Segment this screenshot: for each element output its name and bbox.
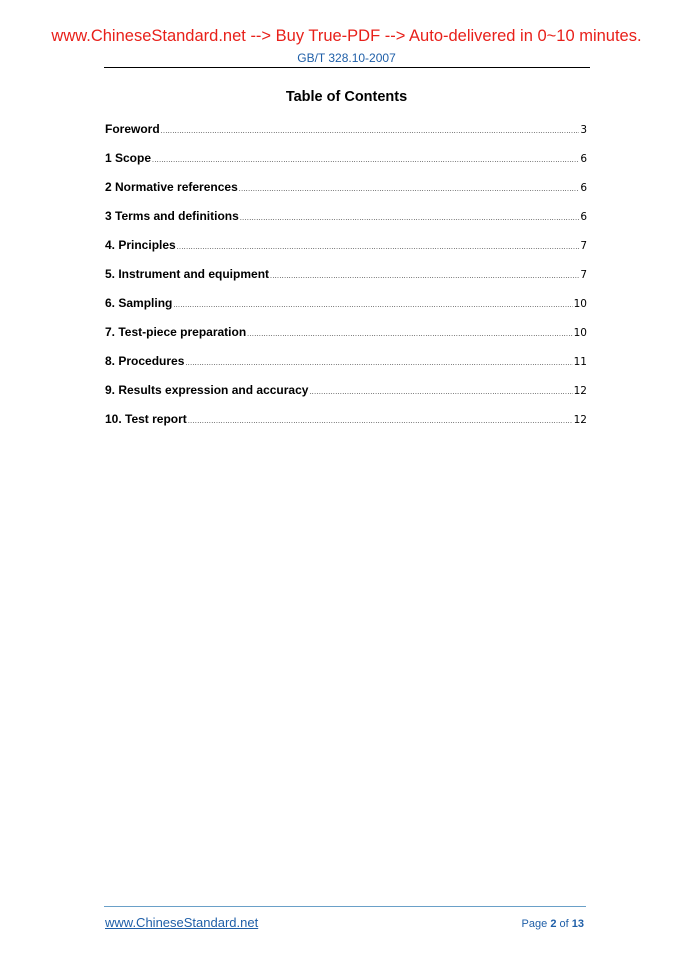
toc-entry-label: 7. Test-piece preparation xyxy=(105,325,247,339)
page-prefix: Page xyxy=(521,918,548,930)
toc-entry-test-report[interactable] xyxy=(105,412,587,441)
toc-leader-dots xyxy=(270,273,579,280)
page-of: of xyxy=(559,918,569,930)
toc-leader-dots xyxy=(188,418,573,425)
toc-entry-label: 5. Instrument and equipment xyxy=(105,267,270,281)
toc-entry-label: 4. Principles xyxy=(105,238,176,252)
promo-banner[interactable]: www.ChineseStandard.net --> Buy True-PDF --> Auto-delivered in 0~10 minutes. xyxy=(51,27,642,45)
toc-entry-page: 7 xyxy=(580,269,587,281)
toc-entry-page: 11 xyxy=(573,356,587,368)
toc-entry-page: 6 xyxy=(580,211,587,223)
toc-entry-page: 10 xyxy=(573,327,587,339)
toc-leader-dots xyxy=(152,157,579,164)
toc-entry-principles[interactable] xyxy=(105,238,587,267)
toc-entry-page: 6 xyxy=(580,182,587,194)
toc-entry-label: 8. Procedures xyxy=(105,354,185,368)
toc-leader-dots xyxy=(239,186,580,193)
toc-entry-procedures[interactable] xyxy=(105,354,587,383)
toc-entry-page: 10 xyxy=(573,298,587,310)
toc-title: Table of Contents xyxy=(285,89,408,105)
toc-leader-dots xyxy=(247,331,572,338)
toc-entry-foreword[interactable] xyxy=(105,122,587,151)
toc-leader-dots xyxy=(240,215,580,222)
toc-entry-page: 12 xyxy=(573,385,587,397)
toc-entry-scope[interactable] xyxy=(105,151,587,180)
toc-entry-page: 12 xyxy=(573,414,587,426)
toc-entry-results-expression[interactable] xyxy=(105,383,587,412)
header-divider xyxy=(104,67,590,68)
toc-entry-label: 9. Results expression and accuracy xyxy=(105,383,309,397)
toc-entry-normative-references[interactable] xyxy=(105,180,587,209)
toc-leader-dots xyxy=(177,244,580,251)
toc-entry-label: 3 Terms and definitions xyxy=(105,209,239,223)
toc-entry-test-piece-preparation[interactable] xyxy=(105,325,587,354)
page-indicator xyxy=(522,918,584,930)
toc-entry-page: 3 xyxy=(580,124,587,136)
toc-entry-label: 2 Normative references xyxy=(105,180,238,194)
toc-entry-sampling[interactable] xyxy=(105,296,587,325)
toc-leader-dots xyxy=(161,128,580,135)
toc-entry-instrument-equipment[interactable] xyxy=(105,267,587,296)
standard-code: GB/T 328.10-2007 xyxy=(297,51,396,65)
toc-leader-dots xyxy=(309,389,572,396)
toc-leader-dots xyxy=(173,302,572,309)
toc-entry-label: 1 Scope xyxy=(105,151,152,165)
toc-entry-page: 7 xyxy=(580,240,587,252)
toc-entry-label: Foreword xyxy=(105,122,160,136)
page-total: 13 xyxy=(571,918,584,930)
toc-list xyxy=(105,122,587,441)
toc-entry-label: 10. Test report xyxy=(105,412,187,426)
footer-divider xyxy=(104,906,586,907)
toc-entry-page: 6 xyxy=(580,153,587,165)
toc-entry-terms-definitions[interactable] xyxy=(105,209,587,238)
toc-leader-dots xyxy=(185,360,572,367)
page-current: 2 xyxy=(550,918,557,930)
footer-website-link[interactable]: www.ChineseStandard.net xyxy=(105,915,259,930)
toc-entry-label: 6. Sampling xyxy=(105,296,173,310)
